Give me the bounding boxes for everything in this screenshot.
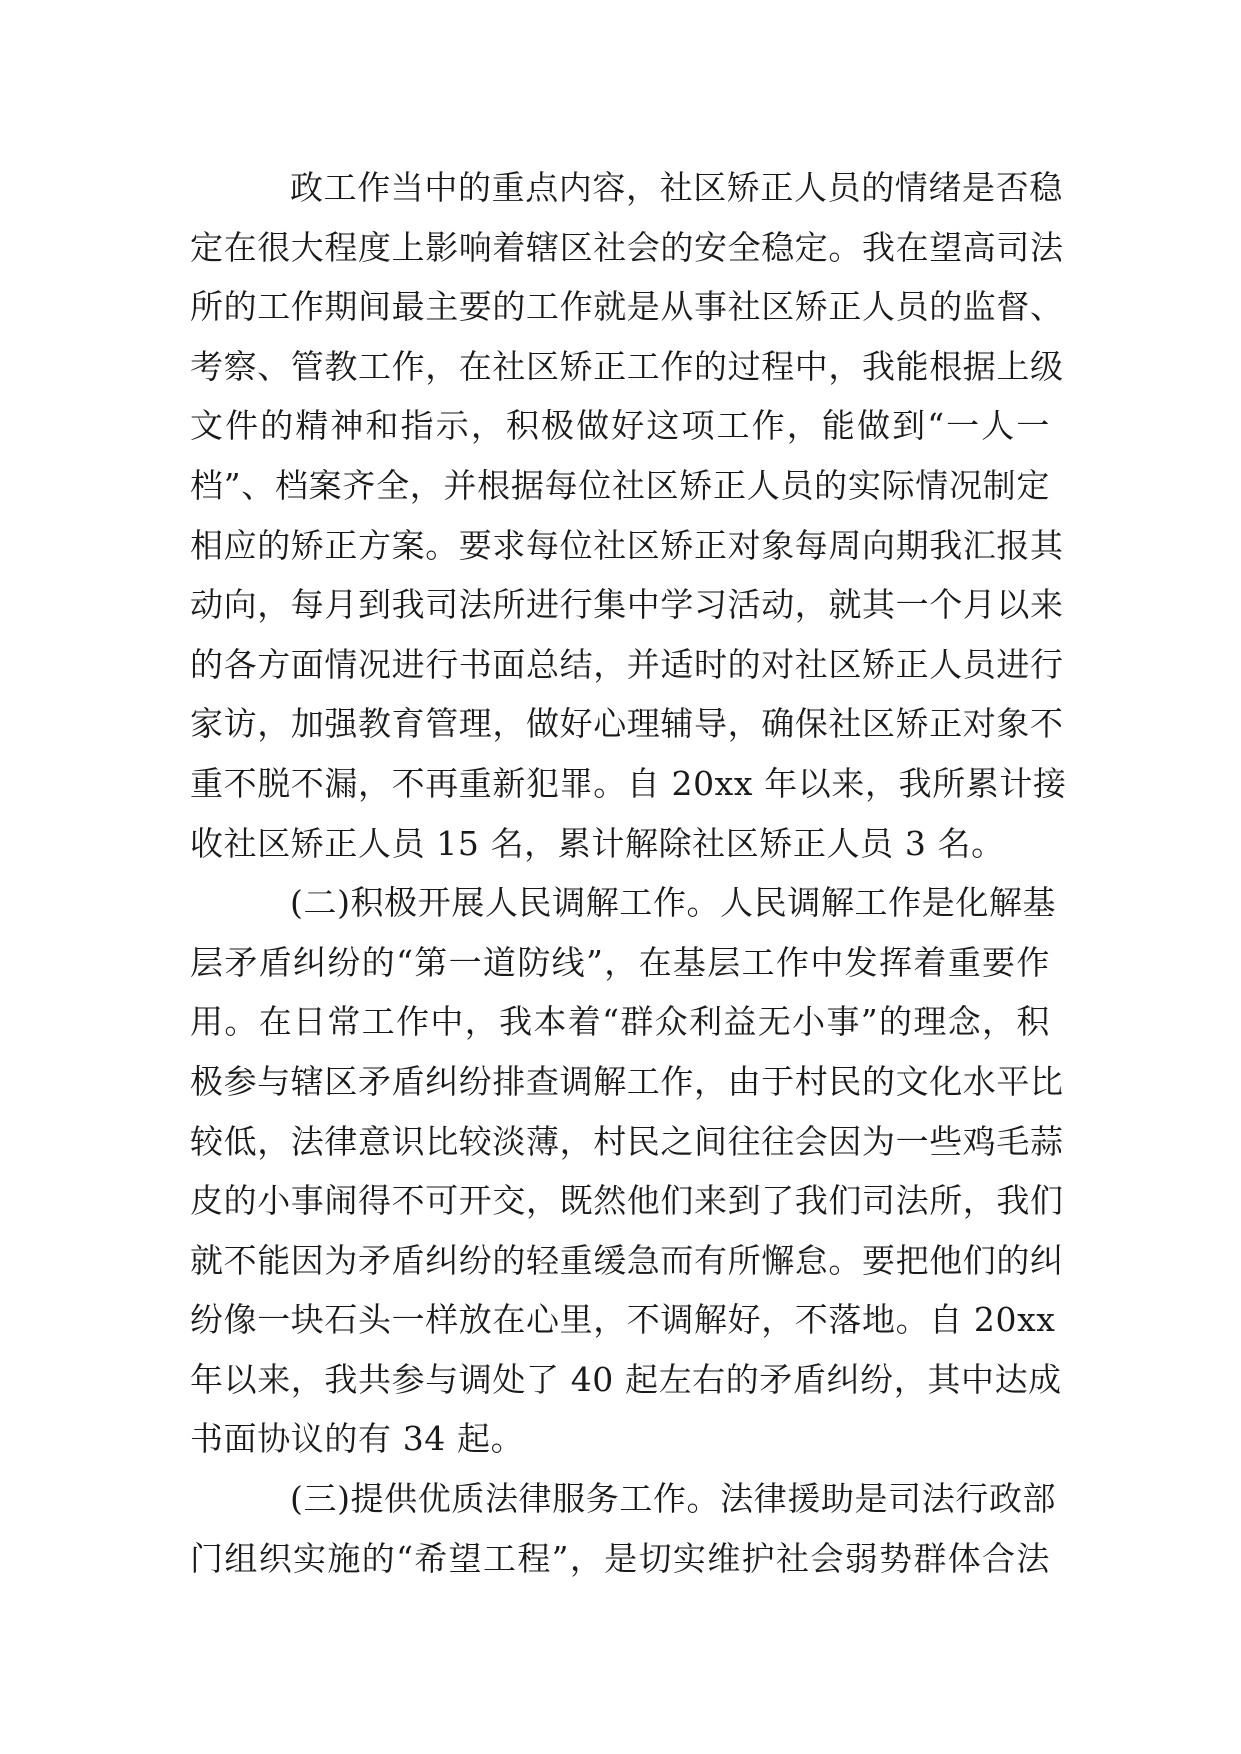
text-line: 用。在日常工作中，我本着“群众利益无小事”的理念，积 — [190, 1002, 1050, 1042]
text-line: 层矛盾纠纷的“第一道防线”，在基层工作中发挥着重要作 — [190, 942, 1050, 982]
body-text — [190, 158, 1067, 1588]
text-line: 年以来，我共参与调处了 40 起左右的矛盾纠纷，其中达成 — [190, 1359, 1062, 1399]
text-line: 考察、管教工作，在社区矫正工作的过程中，我能根据上级 — [190, 346, 1064, 386]
text-line: 政工作当中的重点内容，社区矫正人员的情绪是否稳 — [290, 168, 1063, 207]
text-line: 家访，加强教育管理，做好心理辅导，确保社区矫正对象不 — [190, 704, 1064, 744]
text-line: 较低，法律意识比较淡薄，村民之间往往会因为一些鸡毛蒜 — [190, 1121, 1064, 1161]
text-line: 收社区矫正人员 15 名，累计解除社区矫正人员 3 名。 — [190, 823, 1005, 863]
text-line: 动向，每月到我司法所进行集中学习活动，就其一个月以来 — [190, 585, 1064, 625]
text-line: 极参与辖区矛盾纠纷排查调解工作，由于村民的文化水平比 — [190, 1061, 1064, 1101]
text-line: 就不能因为矛盾纠纷的轻重缓急而有所懈怠。要把他们的纠 — [190, 1240, 1064, 1280]
text-line: 所的工作期间最主要的工作就是从事社区矫正人员的监督、 — [190, 287, 1064, 327]
text-line: 文件的精神和指示，积极做好这项工作，能做到“一人一 — [190, 406, 1050, 446]
text-line: 书面协议的有 34 起。 — [190, 1419, 525, 1459]
text-line: (三)提供优质法律服务工作。法律援助是司法行政部 — [290, 1479, 1057, 1519]
text-line: 定在很大程度上影响着辖区社会的安全稳定。我在望高司法 — [190, 227, 1064, 267]
text-line: 纷像一块石头一样放在心里，不调解好，不落地。自 20xx — [190, 1300, 1056, 1340]
text-line: 皮的小事闹得不可开交，既然他们来到了我们司法所，我们 — [190, 1181, 1064, 1221]
text-line: 的各方面情况进行书面总结，并适时的对社区矫正人员进行 — [190, 644, 1064, 684]
text-line: 重不脱不漏，不再重新犯罪。自 20xx 年以来，我所累计接 — [190, 763, 1067, 803]
text-line: (二)积极开展人民调解工作。人民调解工作是化解基 — [290, 883, 1057, 923]
text-line: 门组织实施的“希望工程”，是切实维护社会弱势群体合法 — [190, 1538, 1050, 1578]
text-line: 相应的矫正方案。要求每位社区矫正对象每周向期我汇报其 — [190, 525, 1064, 565]
text-line: 档”、档案齐全，并根据每位社区矫正人员的实际情况制定 — [190, 465, 1050, 505]
